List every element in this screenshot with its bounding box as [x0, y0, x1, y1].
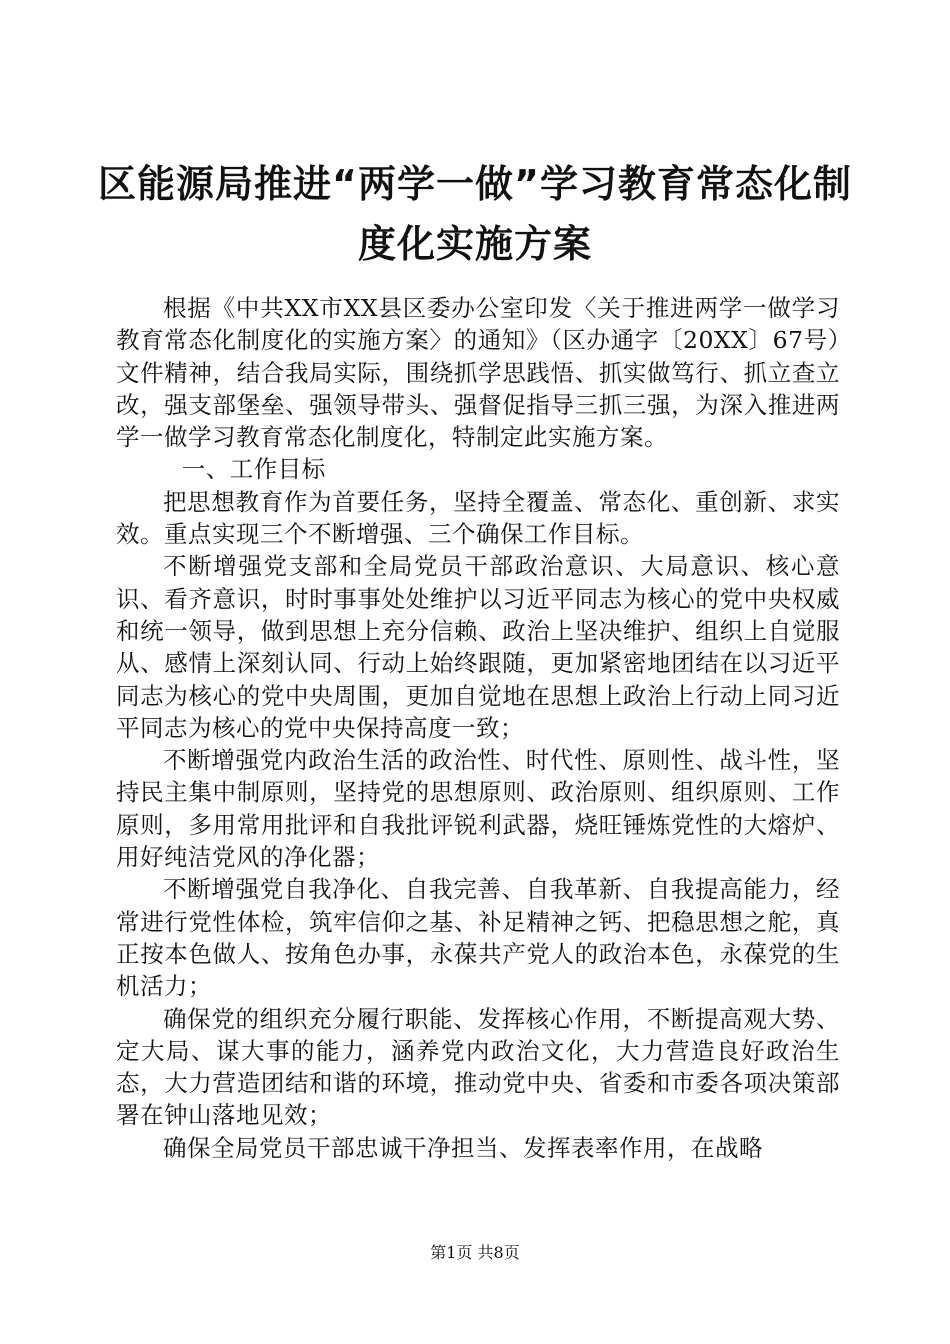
page-number-footer: 第1页 共8页	[430, 1243, 520, 1262]
document-body	[116, 292, 840, 1164]
goals-summary-paragraph: 把思想教育作为首要任务，坚持全覆盖、常态化、重创新、求实效。重点实现三个不断增强、三个确保工作目标。	[116, 487, 840, 549]
document-title-line-2: 度化实施方案	[357, 222, 592, 266]
goal-paragraph-5: 确保全局党员干部忠诚干净担当、发挥表率作用，在战略	[163, 1133, 763, 1162]
document-title-line-1: 区能源局推进“两学一做”学习教育常态化制	[98, 162, 852, 206]
goal-paragraph-4: 确保党的组织充分履行职能、发挥核心作用，不断提高观大势、定大局、谋大事的能力，涵养党内政治文化，大力营造良好政治生态，大力营造团结和谐的环境，推动党中央、省委和市委各项决策部署在钟山落地见效；	[116, 1004, 840, 1130]
section-heading-work-goals: 一、工作目标	[181, 455, 326, 484]
goal-paragraph-1: 不断增强党支部和全局党员干部政治意识、大局意识、核心意识、看齐意识，时时事事处处维护以习近平同志为核心的党中央权威和统一领导，做到思想上充分信赖、政治上坚决维护、组织上自觉服从、感情上深刻认同、行动上始终跟随，更加紧密地团结在以习近平同志为核心的党中央周围，更加自觉地在思想上政治上行动上同习近平同志为核心的党中央保持高度一致；	[116, 552, 840, 742]
intro-paragraph: 根据《中共XX市XX县区委办公室印发〈关于推进两学一做学习教育常态化制度化的实施方案〉的通知》（区办通字〔20XX〕67号）文件精神，结合我局实际，围绕抓学思践悟、抓实做笃行、抓立查立改，强支部堡垒、强领导带头、强督促指导三抓三强，为深入推进两学一做学习教育常态化制度化，特制定此实施方案。	[116, 294, 840, 452]
goal-paragraph-3: 不断增强党自我净化、自我完善、自我革新、自我提高能力，经常进行党性体检，筑牢信仰之基、补足精神之钙、把稳思想之舵，真正按本色做人、按角色办事，永葆共产党人的政治本色，永葆党的生机活力；	[116, 875, 840, 1001]
goal-paragraph-2: 不断增强党内政治生活的政治性、时代性、原则性、战斗性，坚持民主集中制原则，坚持党的思想原则、政治原则、组织原则、工作原则，多用常用批评和自我批评锐利武器，烧旺锤炼党性的大熔炉、用好纯洁党风的净化器；	[116, 746, 840, 872]
